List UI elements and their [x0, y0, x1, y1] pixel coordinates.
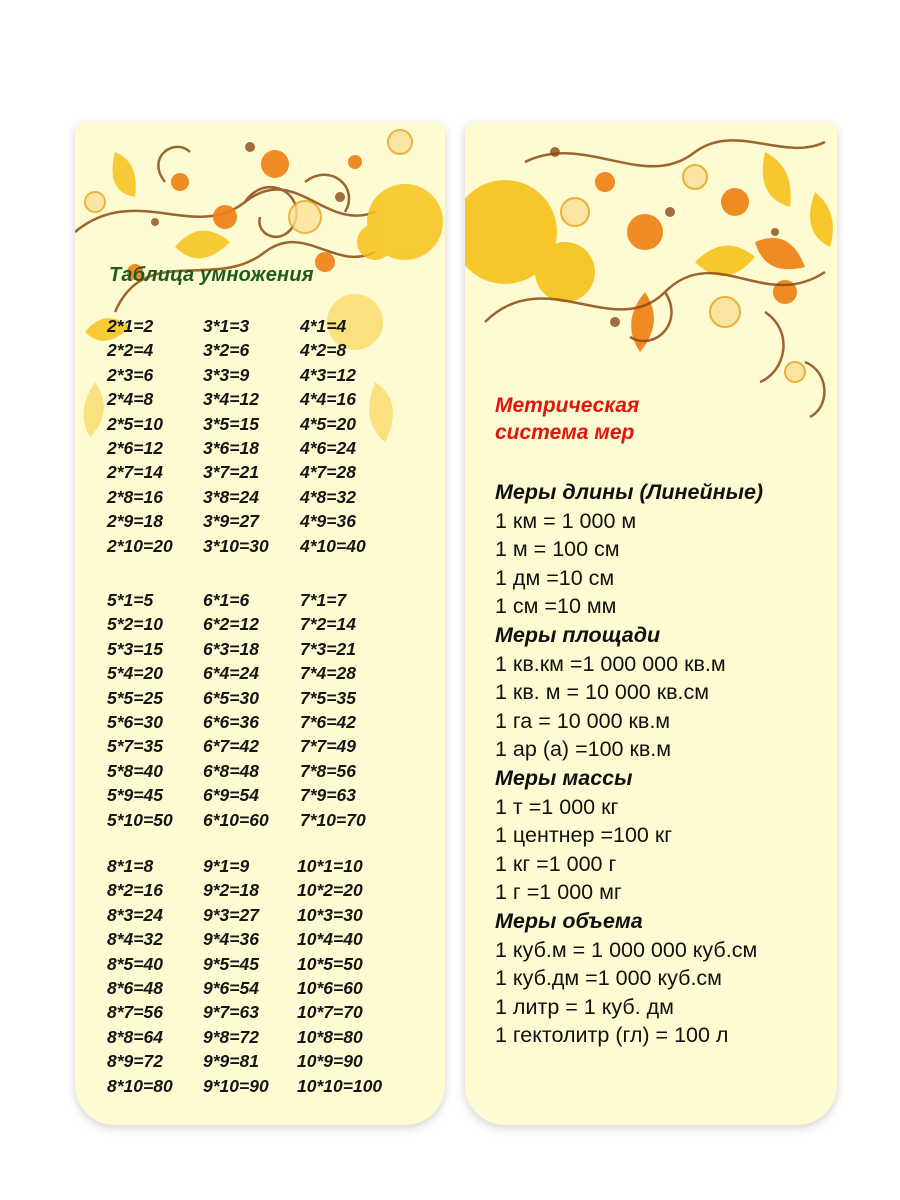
mult-fact: 2*2=4	[107, 340, 154, 361]
mult-fact: 7*10=70	[300, 809, 366, 830]
mult-fact: 4*7=28	[300, 462, 356, 483]
mult-fact: 8*2=16	[107, 880, 163, 901]
mult-fact: 8*7=56	[107, 1002, 163, 1023]
mult-fact: 6*4=24	[203, 663, 259, 684]
mult-fact: 4*5=20	[300, 413, 356, 434]
mult-fact: 5*4=20	[107, 663, 163, 684]
mult-fact: 4*2=8	[300, 340, 347, 361]
mult-fact: 8*1=8	[107, 856, 154, 876]
mult-fact: 5*3=15	[107, 638, 163, 659]
mult-fact: 8*4=32	[107, 929, 163, 950]
conversion-row: 1 литр = 1 куб. дм	[495, 994, 674, 1019]
mult-fact: 2*1=2	[107, 316, 154, 336]
mult-fact: 3*4=12	[203, 389, 259, 410]
mult-fact: 6*1=6	[203, 590, 250, 610]
mult-fact: 7*3=21	[300, 638, 356, 659]
conversion-row: 1 гектолитр (гл) = 100 л	[495, 1023, 729, 1048]
mult-fact: 4*1=4	[300, 316, 347, 336]
conversion-row: 1 т =1 000 кг	[495, 794, 619, 819]
mult-fact: 9*5=45	[203, 953, 259, 974]
section-header-mass: Меры массы	[495, 765, 633, 790]
mult-fact: 10*4=40	[297, 929, 363, 950]
conversion-row: 1 км = 1 000 м	[495, 508, 637, 533]
mult-fact: 8*5=40	[107, 953, 163, 974]
mult-column-9	[203, 854, 269, 1098]
mult-fact: 3*2=6	[203, 340, 250, 361]
mult-column-7	[300, 588, 366, 832]
mult-fact: 4*6=24	[300, 437, 356, 458]
mult-fact: 2*3=6	[107, 364, 154, 385]
mult-fact: 10*5=50	[297, 953, 363, 974]
mult-fact: 5*9=45	[107, 785, 163, 806]
mult-fact: 6*5=30	[203, 687, 259, 708]
conversion-row: 1 кг =1 000 г	[495, 851, 617, 876]
mult-fact: 5*6=30	[107, 711, 163, 732]
mult-fact: 7*4=28	[300, 663, 356, 684]
mult-fact: 10*7=70	[297, 1002, 363, 1023]
mult-fact: 3*8=24	[203, 486, 259, 507]
mult-fact: 10*6=60	[297, 977, 363, 998]
mult-fact: 9*1=9	[203, 856, 250, 876]
mult-fact: 2*5=10	[107, 413, 163, 434]
mult-fact: 4*9=36	[300, 511, 356, 532]
mult-fact: 10*8=80	[297, 1026, 363, 1047]
metric-title-line-1: Метрическая	[495, 394, 640, 417]
mult-fact: 7*1=7	[300, 590, 347, 610]
mult-fact: 6*10=60	[203, 809, 269, 830]
conversion-row: 1 г =1 000 мг	[495, 880, 622, 905]
metric-system-bookmark	[465, 122, 837, 1125]
mult-fact: 5*8=40	[107, 760, 163, 781]
conversion-row: 1 куб.м = 1 000 000 куб.см	[495, 937, 758, 962]
mult-fact: 8*8=64	[107, 1026, 163, 1047]
mult-fact: 9*7=63	[203, 1002, 259, 1023]
mult-fact: 4*4=16	[300, 389, 356, 410]
mult-column-10	[297, 854, 382, 1098]
mult-fact: 3*6=18	[203, 437, 259, 458]
mult-fact: 4*3=12	[300, 364, 356, 385]
conversion-row: 1 куб.дм =1 000 куб.см	[495, 966, 722, 991]
mult-fact: 10*3=30	[297, 904, 363, 925]
mult-fact: 8*3=24	[107, 904, 163, 925]
mult-fact: 3*1=3	[203, 316, 250, 336]
mult-fact: 9*6=54	[203, 977, 259, 998]
mult-fact: 9*2=18	[203, 880, 259, 901]
mult-fact: 2*9=18	[107, 511, 163, 532]
section-header-volume: Меры объема	[495, 908, 643, 933]
mult-fact: 8*6=48	[107, 977, 163, 998]
mult-fact: 6*6=36	[203, 711, 259, 732]
mult-fact: 2*4=8	[107, 389, 154, 410]
mult-fact: 3*7=21	[203, 462, 259, 483]
mult-fact: 2*7=14	[107, 462, 163, 483]
mult-column-2	[107, 314, 173, 558]
mult-fact: 9*10=90	[203, 1075, 269, 1096]
mult-fact: 2*6=12	[107, 437, 163, 458]
mult-fact: 9*8=72	[203, 1026, 259, 1047]
mult-fact: 3*3=9	[203, 364, 250, 385]
mult-fact: 7*8=56	[300, 760, 356, 781]
mult-fact: 7*9=63	[300, 785, 356, 806]
mult-fact: 5*5=25	[107, 687, 163, 708]
mult-column-8	[107, 854, 173, 1098]
mult-fact: 4*8=32	[300, 486, 356, 507]
mult-fact: 9*3=27	[203, 904, 259, 925]
mult-fact: 7*7=49	[300, 736, 356, 757]
mult-fact: 7*6=42	[300, 711, 356, 732]
mult-fact: 5*7=35	[107, 736, 163, 757]
mult-fact: 4*10=40	[300, 535, 366, 556]
mult-fact: 5*1=5	[107, 590, 154, 610]
mult-column-6	[203, 588, 269, 832]
multiplication-bookmark	[75, 122, 445, 1125]
mult-fact: 8*10=80	[107, 1075, 173, 1096]
conversion-row: 1 дм =10 см	[495, 565, 615, 590]
section-header-area: Меры площади	[495, 622, 661, 647]
mult-fact: 10*9=90	[297, 1051, 363, 1072]
mult-fact: 3*9=27	[203, 511, 259, 532]
mult-fact: 10*1=10	[297, 856, 363, 876]
mult-fact: 8*9=72	[107, 1051, 163, 1072]
section-header-length: Меры длины (Линейные)	[495, 480, 764, 504]
mult-fact: 7*2=14	[300, 614, 356, 635]
conversion-row: 1 центнер =100 кг	[495, 823, 673, 848]
conversion-row: 1 кв. м = 10 000 кв.см	[495, 680, 710, 705]
mult-fact: 2*10=20	[107, 535, 173, 556]
mult-fact: 6*2=12	[203, 614, 259, 635]
mult-fact: 5*10=50	[107, 809, 173, 830]
mult-fact: 9*4=36	[203, 929, 259, 950]
mult-fact: 3*5=15	[203, 413, 259, 434]
conversion-row: 1 га = 10 000 кв.м	[495, 708, 671, 733]
mult-fact: 6*7=42	[203, 736, 259, 757]
conversion-row: 1 ар (а) =100 кв.м	[495, 737, 672, 762]
mult-column-4	[300, 314, 366, 558]
mult-fact: 6*8=48	[203, 760, 259, 781]
metric-system-title	[495, 392, 639, 446]
multiplication-table-title: Таблица умножения	[109, 264, 314, 286]
conversion-row: 1 кв.км =1 000 000 кв.м	[495, 651, 726, 676]
mult-fact: 6*9=54	[203, 785, 259, 806]
metric-title-line-2: система мер	[495, 421, 635, 444]
mult-fact: 5*2=10	[107, 614, 163, 635]
mult-fact: 10*10=100	[297, 1075, 383, 1096]
conversion-row: 1 м = 100 см	[495, 537, 620, 562]
mult-fact: 9*9=81	[203, 1051, 259, 1072]
metric-units-list	[495, 478, 835, 1050]
mult-fact: 3*10=30	[203, 535, 269, 556]
mult-fact: 6*3=18	[203, 638, 259, 659]
mult-fact: 10*2=20	[297, 880, 363, 901]
mult-fact: 7*5=35	[300, 687, 356, 708]
mult-column-5	[107, 588, 173, 832]
mult-column-3	[203, 314, 269, 558]
mult-fact: 2*8=16	[107, 486, 163, 507]
conversion-row: 1 см =10 мм	[495, 594, 617, 619]
